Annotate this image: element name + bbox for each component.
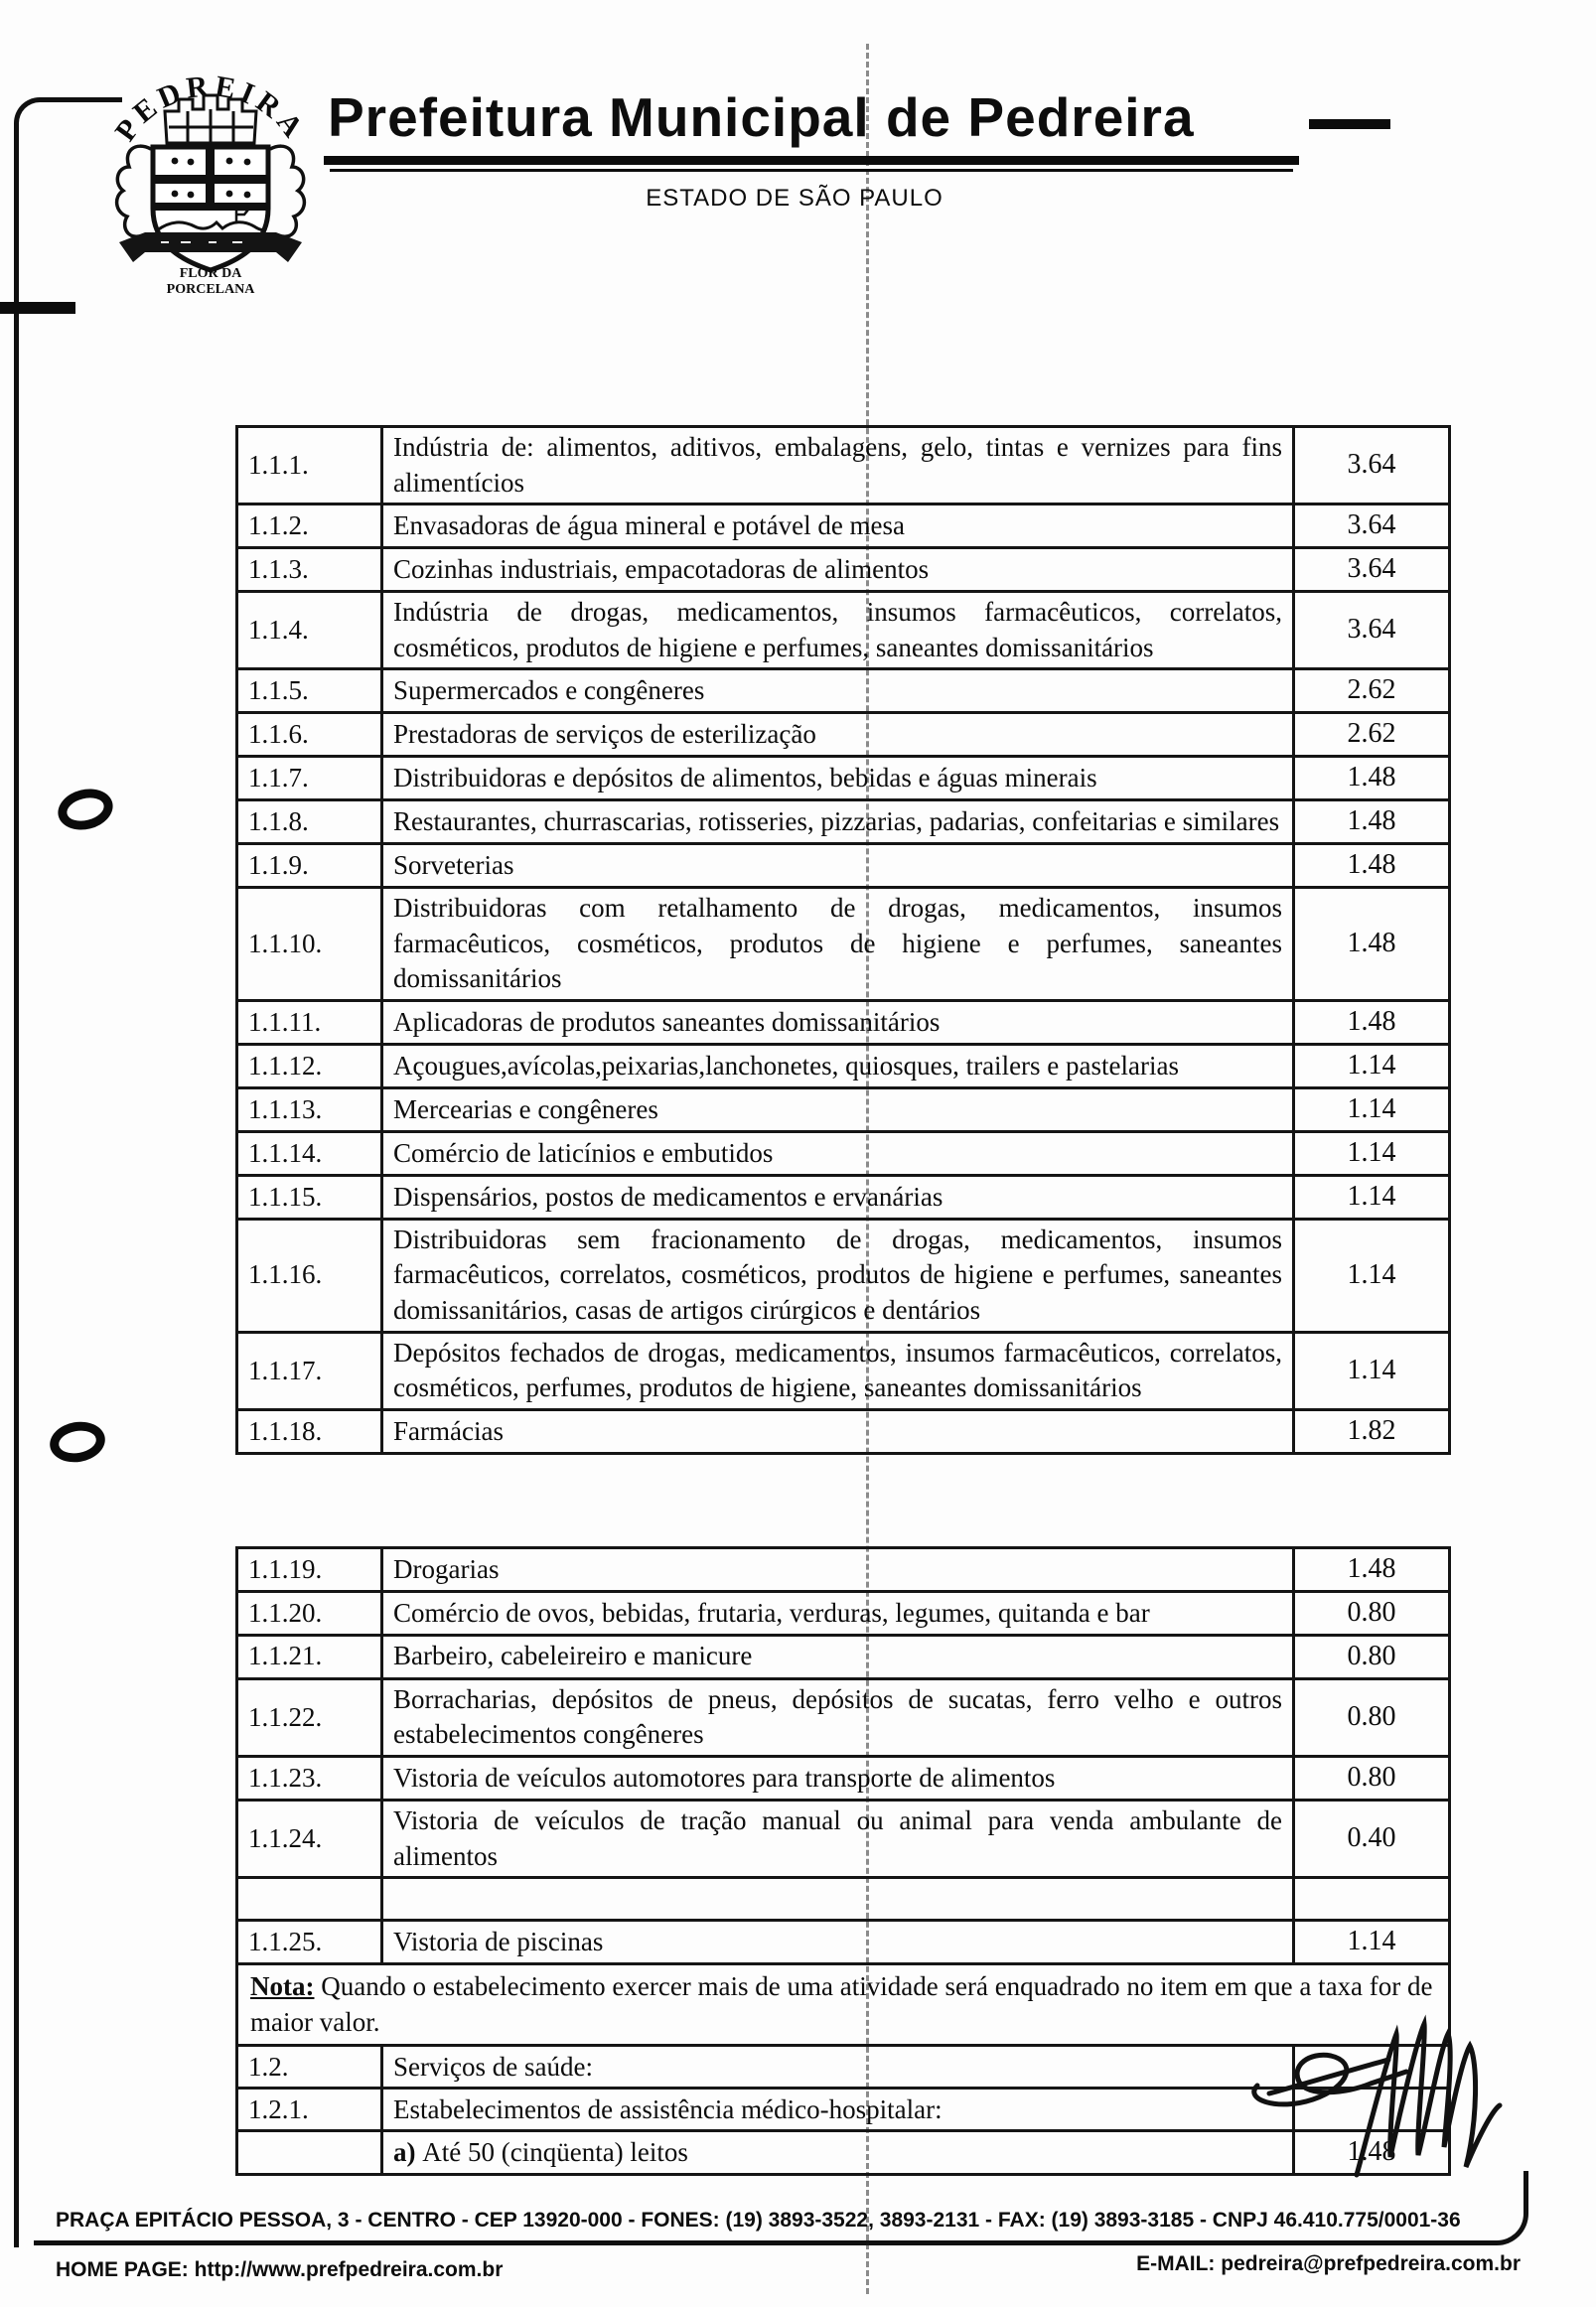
item-description-cell: Açougues,avícolas,peixarias,lanchonetes, quiosques, trailers e pastelarias (382, 1045, 1294, 1088)
fee-row (237, 1635, 1450, 1678)
item-description-cell: Mercearias e congêneres (382, 1087, 1294, 1131)
item-description-cell: Farmácias (382, 1409, 1294, 1453)
item-description-cell: Barbeiro, cabeleireiro e manicure (382, 1635, 1294, 1678)
item-value-cell: 1.48 (1294, 1547, 1450, 1591)
item-value-cell: 3.64 (1294, 505, 1450, 548)
fee-row (237, 1001, 1450, 1045)
item-description-cell: Sorveterias (382, 844, 1294, 888)
fee-row (237, 1045, 1450, 1088)
item-description-cell: Distribuidoras sem fracionamento de drogas, medicamentos, insumos farmacêuticos, correlatos, cosméticos, produtos de higiene e perfumes, saneantes domissanitários, casas de artigos cirúrgicos e dentários (382, 1219, 1294, 1332)
item-code-cell: 1.1.17. (237, 1332, 382, 1409)
item-code-cell: 1.1.14. (237, 1131, 382, 1175)
mural-crown-icon (165, 95, 256, 143)
fee-row (237, 1332, 1450, 1409)
item-description-cell: Estabelecimentos de assistência médico-hospitalar: (382, 2089, 1294, 2131)
item-description-cell: Indústria de: alimentos, aditivos, embalagens, gelo, tintas e vernizes para fins alimentícios (382, 427, 1294, 505)
item-value-cell: 1.14 (1294, 1219, 1450, 1332)
item-code-cell: 1.2.1. (237, 2089, 382, 2131)
fee-row (237, 592, 1450, 669)
item-value-cell: 0.80 (1294, 1635, 1450, 1678)
item-value-cell: 1.14 (1294, 1332, 1450, 1409)
crest-city-name: PEDREIRA (108, 69, 313, 148)
item-description-cell: Cozinhas industriais, empacotadoras de alimentos (382, 548, 1294, 592)
title-underline-thin (330, 169, 1293, 172)
fee-row (237, 1087, 1450, 1131)
item-value-cell: 1.14 (1294, 1087, 1450, 1131)
item-description-cell: Dispensários, postos de medicamentos e ervanárias (382, 1175, 1294, 1219)
item-value-cell: 3.64 (1294, 592, 1450, 669)
item-description-cell: Prestadoras de serviços de esterilização (382, 713, 1294, 757)
item-value-cell: 1.14 (1294, 1175, 1450, 1219)
item-value-cell: 0.40 (1294, 1800, 1450, 1877)
item-description-cell (382, 1878, 1294, 1921)
item-value-cell: 1.14 (1294, 1045, 1450, 1088)
item-code-cell: 1.1.12. (237, 1045, 382, 1088)
fee-row (237, 1878, 1450, 1921)
item-code-cell: 1.1.3. (237, 548, 382, 592)
item-description-cell: Indústria de drogas, medicamentos, insumos farmacêuticos, correlatos, cosméticos, produtos de higiene e perfumes, saneantes domissanitários (382, 592, 1294, 669)
item-code-cell: 1.1.8. (237, 800, 382, 844)
item-code-cell: 1.1.6. (237, 713, 382, 757)
item-code-cell: 1.1.19. (237, 1547, 382, 1591)
item-code-cell: 1.1.13. (237, 1087, 382, 1131)
item-value-cell: 0.80 (1294, 1757, 1450, 1801)
item-description-cell: Supermercados e congêneres (382, 669, 1294, 713)
decorative-dash (0, 302, 75, 314)
item-description-cell: Distribuidoras e depósitos de alimentos, bebidas e águas minerais (382, 757, 1294, 800)
fee-row (237, 1678, 1450, 1756)
fee-row (237, 844, 1450, 888)
fee-row (237, 1131, 1450, 1175)
item-code-cell: 1.1.2. (237, 505, 382, 548)
item-value-cell: 2.62 (1294, 669, 1450, 713)
item-value-cell: 3.64 (1294, 548, 1450, 592)
item-description-cell: Serviços de saúde: (382, 2046, 1294, 2089)
item-description-cell: Vistoria de veículos de tração manual ou animal para venda ambulante de alimentos (382, 1800, 1294, 1877)
item-value-cell: 1.48 (1294, 800, 1450, 844)
footer-email: E-MAIL: pedreira@prefpedreira.com.br (1136, 2252, 1521, 2275)
item-value-cell: 1.48 (1294, 757, 1450, 800)
item-code-cell: 1.1.23. (237, 1757, 382, 1801)
crest-motto-line2: PORCELANA (166, 282, 255, 296)
fee-row (237, 669, 1450, 713)
page-subtitle: ESTADO DE SÃO PAULO (646, 185, 943, 212)
fee-row (237, 757, 1450, 800)
item-code-cell: 1.1.20. (237, 1591, 382, 1635)
item-code-cell: 1.1.22. (237, 1678, 382, 1756)
item-code-cell: 1.1.24. (237, 1800, 382, 1877)
item-value-cell: 1.82 (1294, 1409, 1450, 1453)
fee-row (237, 505, 1450, 548)
item-description-cell: Distribuidoras com retalhamento de drogas, medicamentos, insumos farmacêuticos, cosméticos, produtos de higiene e perfumes, saneantes domissanitários (382, 888, 1294, 1001)
item-description-cell: Comércio de laticínios e embutidos (382, 1131, 1294, 1175)
item-description-cell: Drogarias (382, 1547, 1294, 1591)
fee-row (237, 888, 1450, 1001)
item-code-cell: 1.1.11. (237, 1001, 382, 1045)
fee-row (237, 1409, 1450, 1453)
fee-row (237, 1219, 1450, 1332)
item-description-cell: a) Até 50 (cinqüenta) leitos (382, 2131, 1294, 2175)
item-code-cell: 1.1.7. (237, 757, 382, 800)
fee-row (237, 1800, 1450, 1877)
item-value-cell: 1.48 (1294, 1001, 1450, 1045)
fee-row (237, 1175, 1450, 1219)
item-description-cell: Vistoria de piscinas (382, 1921, 1294, 1964)
item-code-cell: 1.1.16. (237, 1219, 382, 1332)
fee-row (237, 1591, 1450, 1635)
item-description-cell: Vistoria de veículos automotores para transporte de alimentos (382, 1757, 1294, 1801)
item-value-cell (1294, 1878, 1450, 1921)
page-title: Prefeitura Municipal de Pedreira (328, 86, 1195, 148)
fee-row (237, 800, 1450, 844)
item-description-cell: Borracharias, depósitos de pneus, depósitos de sucatas, ferro velho e outros estabelecimentos congêneres (382, 1678, 1294, 1756)
item-code-cell: 1.1.15. (237, 1175, 382, 1219)
footer-address: PRAÇA EPITÁCIO PESSOA, 3 - CENTRO - CEP 13920-000 - FONES: (19) 3893-3522, 3893-2131 - FAX: (19) 3893-3185 - CNPJ 46.410.775/0001-36 (56, 2209, 1461, 2232)
item-code-cell: 1.1.4. (237, 592, 382, 669)
item-value-cell: 1.48 (1294, 2131, 1450, 2175)
item-description-cell: Restaurantes, churrascarias, rotisseries, pizzarias, padarias, confeitarias e similares (382, 800, 1294, 844)
item-code-cell: 1.1.5. (237, 669, 382, 713)
item-code-cell (237, 2131, 382, 2175)
item-value-cell: 1.48 (1294, 844, 1450, 888)
item-code-cell: 1.1.9. (237, 844, 382, 888)
title-underline (324, 156, 1299, 165)
fee-table-1 (235, 425, 1451, 1455)
item-value-cell: 3.64 (1294, 427, 1450, 505)
item-value-cell: 1.48 (1294, 888, 1450, 1001)
item-value-cell: 2.62 (1294, 713, 1450, 757)
fee-row (237, 427, 1450, 505)
page-frame-left (14, 97, 122, 2247)
item-code-cell: 1.1.18. (237, 1409, 382, 1453)
decorative-dash (1309, 119, 1390, 129)
coat-of-arms-logo (91, 48, 330, 296)
item-description-cell: Envasadoras de água mineral e potável de mesa (382, 505, 1294, 548)
item-value-cell: 1.14 (1294, 1131, 1450, 1175)
item-code-cell: 1.1.1. (237, 427, 382, 505)
fee-row (237, 548, 1450, 592)
item-code-cell: 1.1.25. (237, 1921, 382, 1964)
item-code-cell: 1.1.10. (237, 888, 382, 1001)
item-value-cell: 1.14 (1294, 1921, 1450, 1964)
item-value-cell: 0.80 (1294, 1591, 1450, 1635)
item-description-cell: Depósitos fechados de drogas, medicamentos, insumos farmacêuticos, correlatos, cosméticos, perfumes, produtos de higiene, saneantes domissanitários (382, 1332, 1294, 1409)
item-code-cell (237, 1878, 382, 1921)
fee-row (237, 1921, 1450, 1964)
crest-motto-line1: FLOR DA (179, 266, 242, 281)
fee-tables (235, 425, 1448, 2176)
fee-row (237, 1547, 1450, 1591)
footer-homepage: HOME PAGE: http://www.prefpedreira.com.br (56, 2258, 504, 2281)
fee-row (237, 1757, 1450, 1801)
signature-scribble (1239, 1990, 1537, 2185)
fee-row (237, 713, 1450, 757)
note-cell: Nota: Quando o estabelecimento exercer mais de uma atividade será enquadrado no item em que a taxa for de maior valor. (237, 1964, 1450, 2046)
item-description-cell: Comércio de ovos, bebidas, frutaria, verduras, legumes, quitanda e bar (382, 1591, 1294, 1635)
item-value-cell: 0.80 (1294, 1678, 1450, 1756)
item-code-cell: 1.1.21. (237, 1635, 382, 1678)
item-code-cell: 1.2. (237, 2046, 382, 2089)
item-description-cell: Aplicadoras de produtos saneantes domissanitários (382, 1001, 1294, 1045)
